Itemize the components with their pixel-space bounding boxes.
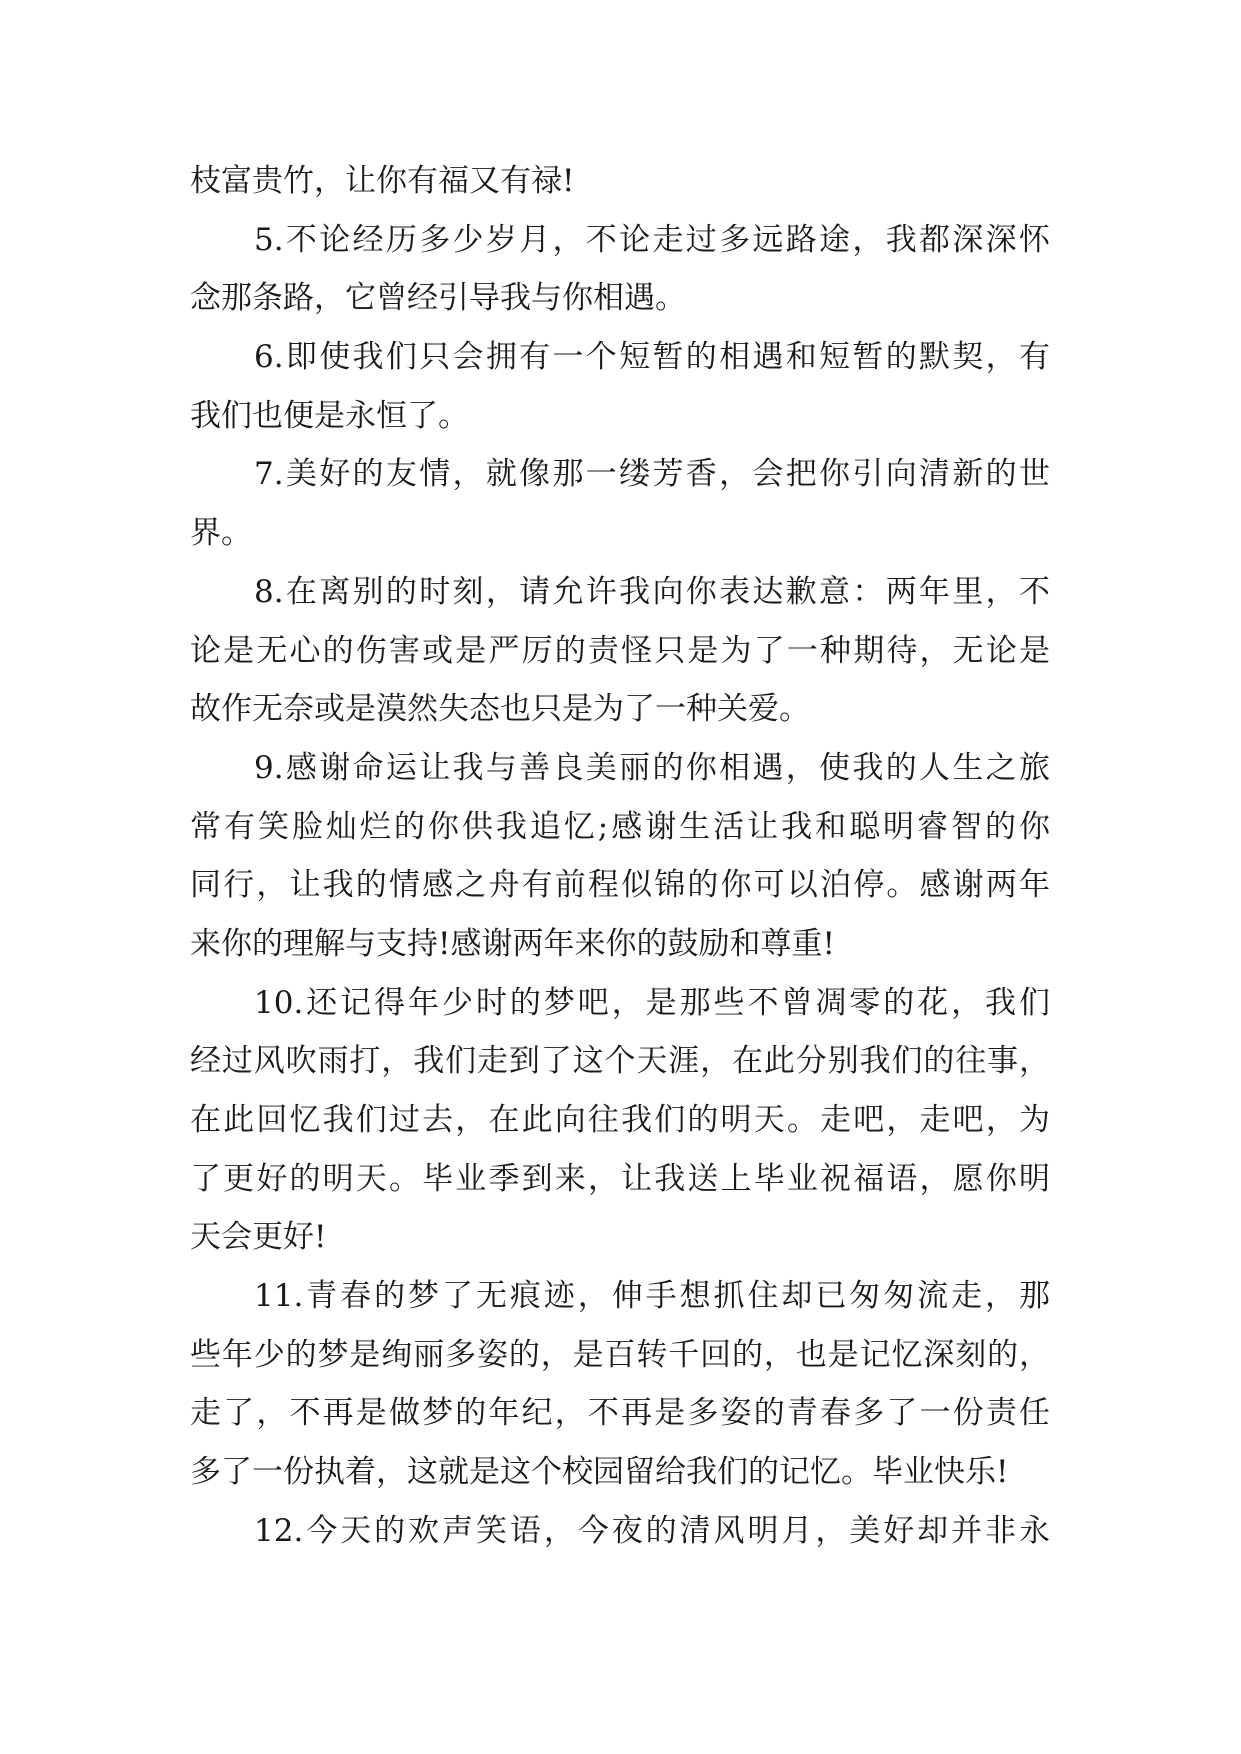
text-line: 些年少的梦是绚丽多姿的，是百转千回的，也是记忆深刻的，: [190, 1336, 1050, 1373]
text-line: 同行，让我的情感之舟有前程似锦的你可以泊停。感谢两年: [190, 867, 1050, 904]
paragraph-p9: [190, 739, 1050, 974]
text-line: 9.感谢命运让我与善良美丽的你相遇，使我的人生之旅: [254, 749, 1050, 786]
text-line: 我们也便是永恒了。: [190, 397, 469, 434]
text-line: 论是无心的伤害或是严厉的责怪只是为了一种期待，无论是: [190, 632, 1050, 669]
text-line: 枝富贵竹，让你有福又有禄!: [190, 163, 575, 199]
text-line: 常有笑脸灿烂的你供我追忆;感谢生活让我和聪明睿智的你: [190, 808, 1050, 845]
paragraph-p-cont: [190, 152, 1050, 211]
document-body: [190, 152, 1050, 1561]
text-line: 6.即使我们只会拥有一个短暂的相遇和短暂的默契，有: [254, 339, 1050, 376]
text-line: 11.青春的梦了无痕迹，伸手想抓住却已匆匆流走，那: [254, 1278, 1050, 1315]
text-line: 5.不论经历多少岁月，不论走过多远路途，我都深深怀: [254, 221, 1050, 258]
paragraph-p12: [190, 1502, 1050, 1561]
paragraph-p10: [190, 974, 1050, 1267]
text-line: 念那条路，它曾经引导我与你相遇。: [190, 280, 686, 317]
paragraph-p11: [190, 1267, 1050, 1502]
text-line: 来你的理解与支持!感谢两年来你的鼓励和尊重!: [190, 925, 835, 962]
text-line: 经过风吹雨打，我们走到了这个天涯，在此分别我们的往事，: [190, 1043, 1050, 1080]
text-line: 12.今天的欢声笑语，今夜的清风明月，美好却并非永: [254, 1512, 1050, 1549]
text-line: 7.美好的友情，就像那一缕芳香，会把你引向清新的世: [254, 456, 1050, 493]
paragraph-p5: [190, 211, 1050, 328]
text-line: 走了，不再是做梦的年纪，不再是多姿的青春多了一份责任: [190, 1395, 1050, 1432]
text-line: 了更好的明天。毕业季到来，让我送上毕业祝福语，愿你明: [190, 1160, 1050, 1197]
text-line: 多了一份执着，这就是这个校园留给我们的记忆。毕业快乐!: [190, 1454, 1009, 1491]
text-line: 天会更好!: [190, 1219, 327, 1256]
text-line: 界。: [190, 515, 252, 552]
paragraph-p6: [190, 328, 1050, 445]
paragraph-p7: [190, 445, 1050, 562]
text-line: 10.还记得年少时的梦吧，是那些不曾凋零的花，我们: [254, 984, 1050, 1021]
text-line: 8.在离别的时刻，请允许我向你表达歉意：两年里，不: [254, 573, 1050, 610]
text-line: 在此回忆我们过去，在此向往我们的明天。走吧，走吧，为: [190, 1102, 1050, 1138]
paragraph-p8: [190, 563, 1050, 739]
text-line: 故作无奈或是漠然失态也只是为了一种关爱。: [190, 691, 810, 728]
